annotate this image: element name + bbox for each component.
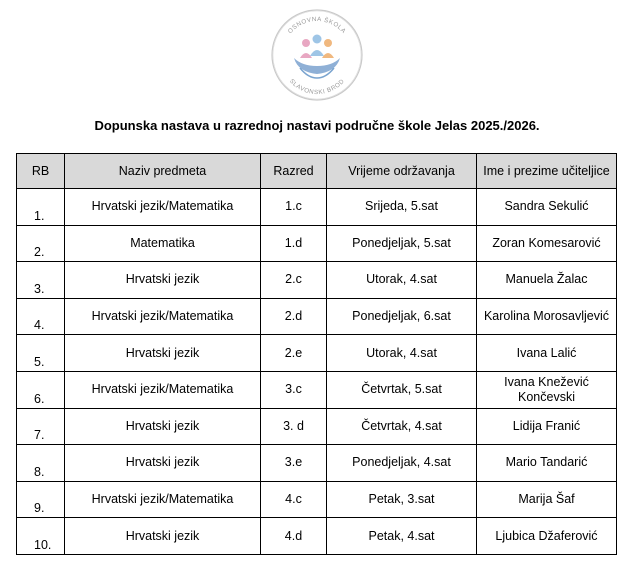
teacher-cell: Lidija Franić	[477, 408, 617, 445]
row-number: 4.	[17, 298, 65, 335]
table-row	[17, 262, 617, 299]
header-rb: RB	[17, 154, 65, 189]
time-cell: Ponedjeljak, 4.sat	[327, 445, 477, 482]
row-number: 9.	[17, 481, 65, 518]
svg-text:OSNOVNA ŠKOLA	[287, 16, 348, 35]
teacher-cell: Sandra Sekulić	[477, 189, 617, 226]
time-cell: Ponedjeljak, 6.sat	[327, 298, 477, 335]
svg-text:SLAVONSKI BROD	[288, 78, 346, 96]
school-seal-logo-icon	[270, 8, 364, 102]
teacher-cell: Mario Tandarić	[477, 445, 617, 482]
subject-cell: Hrvatski jezik	[65, 518, 261, 555]
time-cell: Utorak, 4.sat	[327, 335, 477, 372]
subject-cell: Hrvatski jezik/Matematika	[65, 371, 261, 408]
class-cell: 2.e	[261, 335, 327, 372]
table-header-row	[17, 154, 617, 189]
class-cell: 2.d	[261, 298, 327, 335]
class-cell: 3. d	[261, 408, 327, 445]
page-title: Dopunska nastava u razrednoj nastavi područne škole Jelas 2025./2026.	[94, 118, 540, 133]
row-number: 8.	[17, 445, 65, 482]
class-cell: 4.d	[261, 518, 327, 555]
table-row	[17, 189, 617, 226]
row-number: 2.	[17, 225, 65, 262]
subject-cell: Hrvatski jezik	[65, 262, 261, 299]
teacher-cell: Zoran Komesarović	[477, 225, 617, 262]
subject-cell: Hrvatski jezik	[65, 335, 261, 372]
class-cell: 1.d	[261, 225, 327, 262]
table-row	[17, 445, 617, 482]
teacher-cell: Ivana Knežević Končevski	[477, 371, 617, 408]
time-cell: Četvrtak, 5.sat	[327, 371, 477, 408]
teacher-cell: Manuela Žalac	[477, 262, 617, 299]
subject-cell: Hrvatski jezik	[65, 445, 261, 482]
row-number: 7.	[17, 408, 65, 445]
table-row	[17, 335, 617, 372]
table-row	[17, 518, 617, 555]
class-cell: 1.c	[261, 189, 327, 226]
header-time: Vrijeme održavanja	[327, 154, 477, 189]
teacher-cell: Ivana Lalić	[477, 335, 617, 372]
subject-cell: Hrvatski jezik/Matematika	[65, 189, 261, 226]
time-cell: Ponedjeljak, 5.sat	[327, 225, 477, 262]
class-cell: 4.c	[261, 481, 327, 518]
header-teacher: Ime i prezime učiteljice	[477, 154, 617, 189]
row-number: 5.	[17, 335, 65, 372]
subject-cell: Hrvatski jezik/Matematika	[65, 298, 261, 335]
table-row	[17, 371, 617, 408]
class-cell: 3.e	[261, 445, 327, 482]
class-cell: 3.c	[261, 371, 327, 408]
subject-cell: Matematika	[65, 225, 261, 262]
logo-text-bottom: SLAVONSKI BROD	[287, 77, 347, 97]
time-cell: Utorak, 4.sat	[327, 262, 477, 299]
table-row	[17, 225, 617, 262]
header-subject: Naziv predmeta	[65, 154, 261, 189]
row-number: 3.	[17, 262, 65, 299]
teacher-cell: Karolina Morosavljević	[477, 298, 617, 335]
table-row	[17, 298, 617, 335]
schedule-table	[16, 153, 617, 555]
time-cell: Srijeda, 5.sat	[327, 189, 477, 226]
subject-cell: Hrvatski jezik	[65, 408, 261, 445]
teacher-cell: Marija Šaf	[477, 481, 617, 518]
row-number: 1.	[17, 189, 65, 226]
logo-text-top: OSNOVNA ŠKOLA	[286, 15, 348, 36]
row-number: 10.	[17, 518, 65, 555]
class-cell: 2.c	[261, 262, 327, 299]
header-class: Razred	[261, 154, 327, 189]
subject-cell: Hrvatski jezik/Matematika	[65, 481, 261, 518]
time-cell: Petak, 3.sat	[327, 481, 477, 518]
table-row	[17, 408, 617, 445]
table-row	[17, 481, 617, 518]
row-number: 6.	[17, 371, 65, 408]
school-logo	[270, 8, 364, 102]
time-cell: Četvrtak, 4.sat	[327, 408, 477, 445]
time-cell: Petak, 4.sat	[327, 518, 477, 555]
teacher-cell: Ljubica Džaferović	[477, 518, 617, 555]
